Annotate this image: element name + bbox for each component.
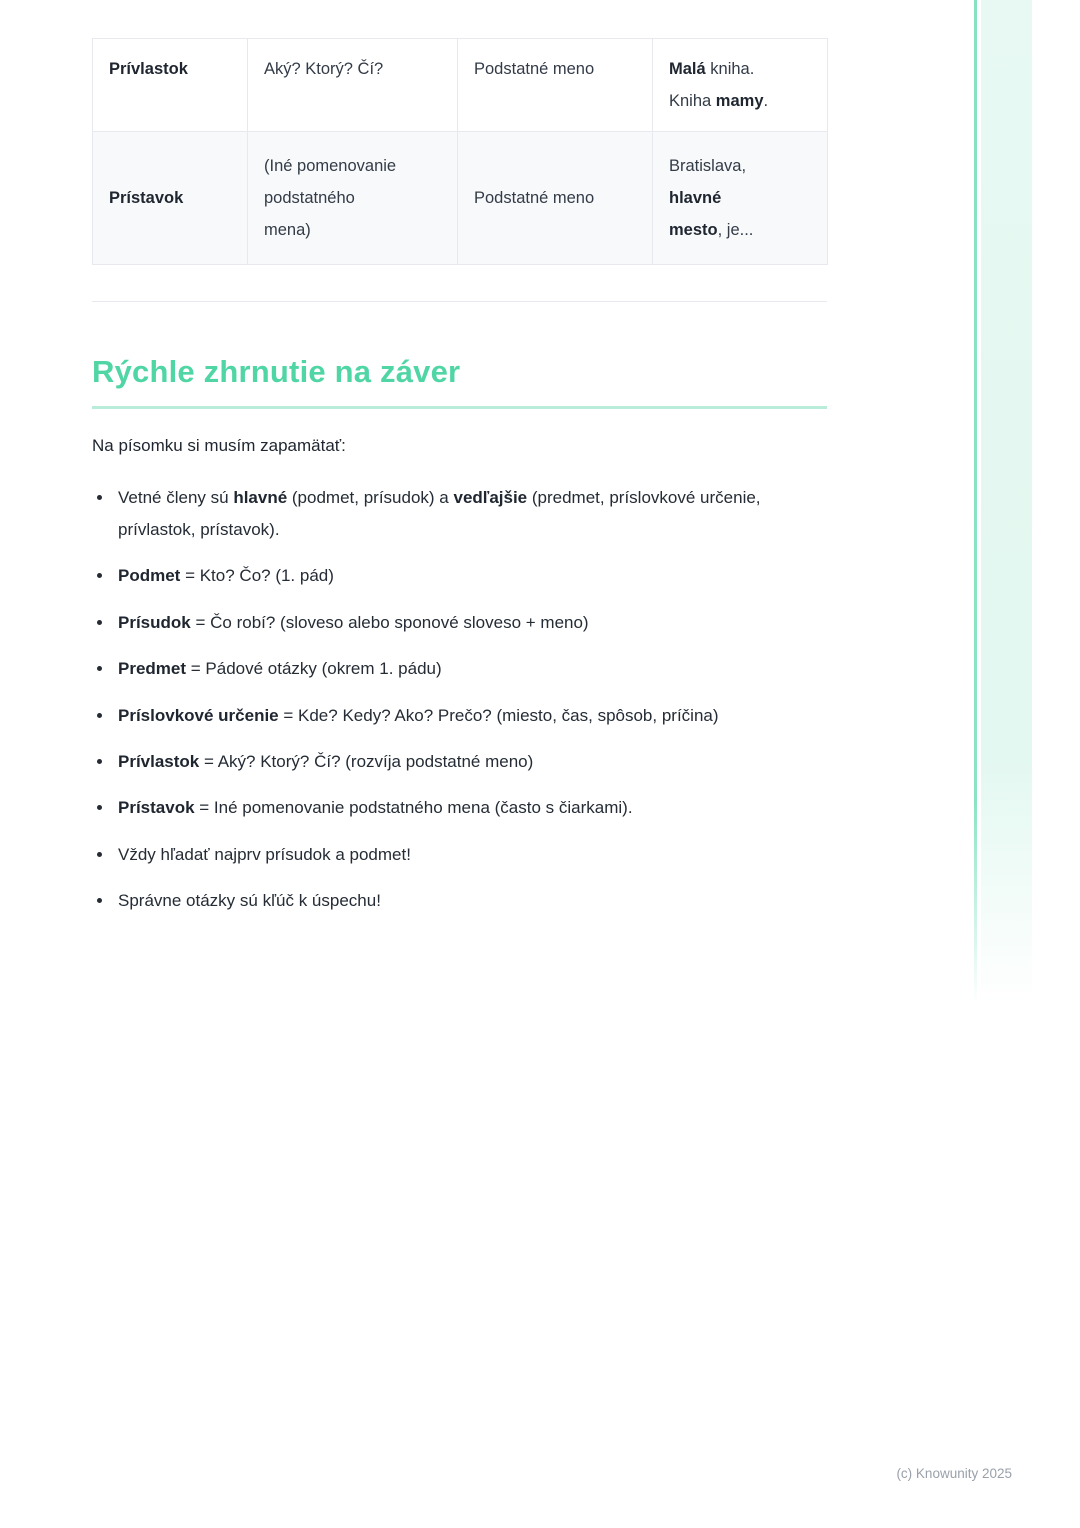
target-text: Podstatné meno [474,60,595,78]
question-text: (Iné pomenovanie podstatného mena) [264,157,397,240]
heading-underline [92,406,827,409]
bullet-text: Prístavok = Iné pomenovanie podstatného mena (často s čiarkami). [118,798,633,818]
decorative-stripe-line [974,0,977,1004]
example-text: Bratislava, hlavné mesto, je... [669,157,754,240]
cell-target [458,132,653,265]
summary-list [92,482,827,916]
bullet-text: Prísudok = Čo robí? (sloveso alebo sponové sloveso + meno) [118,612,589,632]
sentence-elements-table [92,38,828,265]
cell-question [248,39,458,132]
summary-bullet [114,792,827,823]
bullet-text: Príslovkové určenie = Kde? Kedy? Ako? Prečo? (miesto, čas, spôsob, príčina) [118,705,719,725]
intro-text: Na písomku si musím zapamätať: [92,436,346,456]
summary-bullet [114,746,827,777]
document-content [92,38,827,932]
footer-copyright: (c) Knowunity 2025 [896,1466,1012,1481]
summary-bullet [114,482,827,545]
summary-bullet [114,560,827,591]
summary-bullet [114,839,827,870]
example-text: Malá kniha. Kniha mamy. [669,60,769,111]
term-text: Prístavok [109,189,184,208]
question-text: Aký? Ktorý? Čí? [264,60,384,78]
cell-term [93,132,248,265]
bullet-text: Podmet = Kto? Čo? (1. pád) [118,566,334,586]
bullet-text: Vždy hľadať najprv prísudok a podmet! [118,844,411,864]
decorative-stripe-band [981,0,1032,1004]
summary-bullet [114,700,827,731]
summary-bullet [114,885,827,916]
summary-bullet [114,607,827,638]
target-text: Podstatné meno [474,189,595,208]
section-heading: Rýchle zhrnutie na záver [92,354,461,390]
bullet-text: Správne otázky sú kľúč k úspechu! [118,891,381,911]
cell-example [653,132,828,265]
cell-term [93,39,248,132]
cell-example [653,39,828,132]
bullet-text: Prívlastok = Aký? Ktorý? Čí? (rozvíja podstatné meno) [118,751,534,771]
cell-question [248,132,458,265]
cell-target [458,39,653,132]
term-text: Prívlastok [109,60,188,78]
bullet-text: Predmet = Pádové otázky (okrem 1. pádu) [118,659,442,679]
bullet-text: Vetné členy sú hlavné (podmet, prísudok) a vedľajšie (predmet, príslovkové určenie, prívlastok, prístavok). [118,488,761,539]
table-row [93,39,828,132]
table-row [93,132,828,265]
section-divider [92,301,827,302]
summary-bullet [114,653,827,684]
